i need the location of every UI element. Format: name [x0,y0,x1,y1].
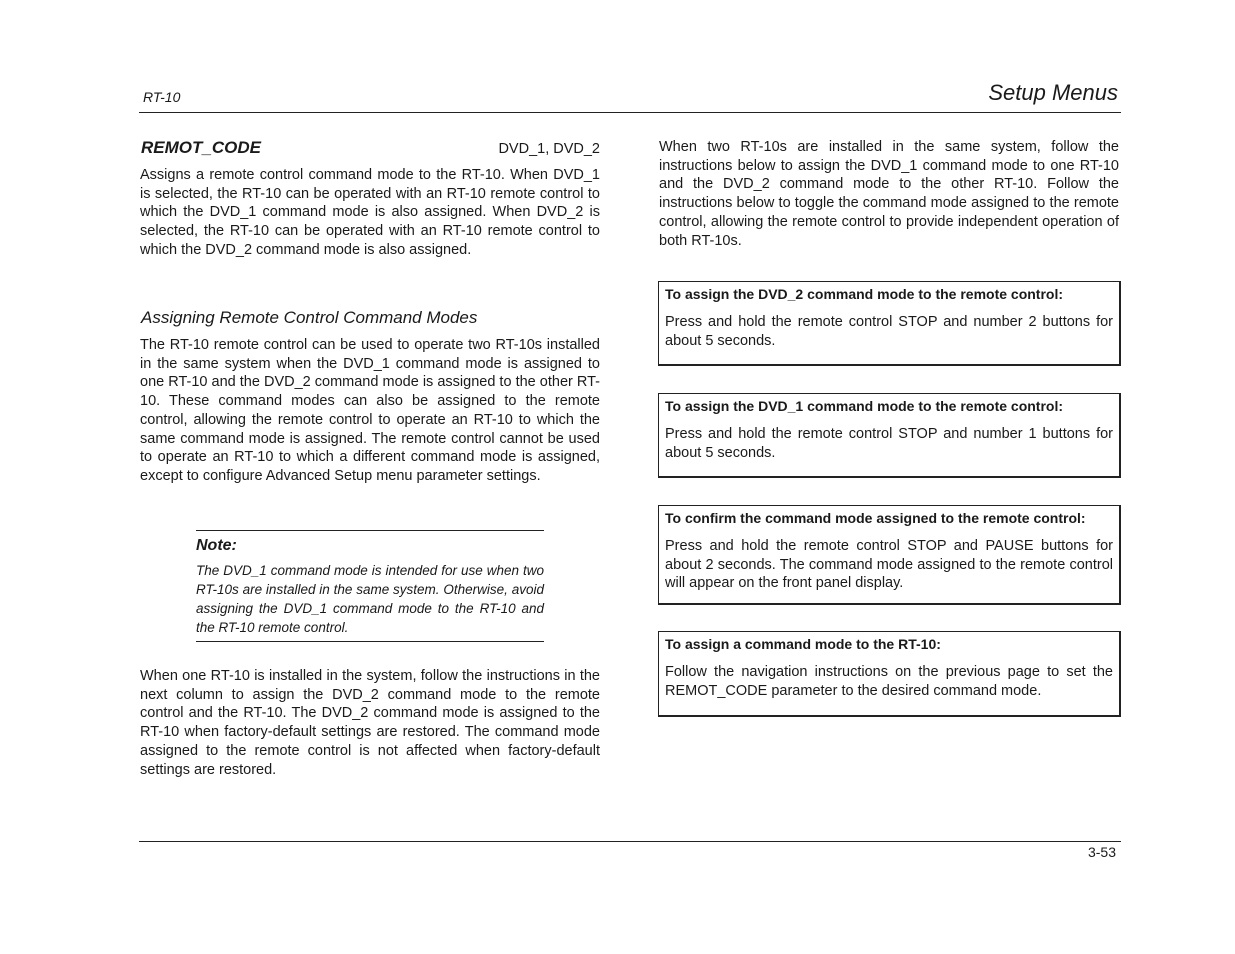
single-rt10-paragraph: When one RT-10 is installed in the system, follow the instructions in the next column to assign the DVD_2 command mode to the remote control and the RT-10. The DVD_2 command mode is assigned to the RT-10 when factory-default settings are restored. The command mode assigned to the remote control is not affected when factory-default settings are restored. [140,668,600,778]
note-box [196,530,544,642]
parameter-description: Assigns a remote control command mode to the RT-10. When DVD_1 is selected, the RT-10 can be operated with an RT-10 remote control to which the DVD_1 command mode is also assigned. When DVD_2 is selected, the RT-10 can be operated with an RT-10 remote control to which the DVD_2 command mode is also assigned. [140,167,600,258]
header-divider [139,112,1121,113]
procedure-title: To assign a command mode to the RT-10: [665,636,941,652]
procedure-box-confirm-mode [658,505,1121,605]
two-rt10-paragraph: When two RT-10s are installed in the same system, follow the instructions below to assign the DVD_1 command mode to one RT-10 and the DVD_2 command mode to the other RT-10. Follow the instructions below to toggle the command mode assigned to the remote control, allowing the remote control to provide independent operation of both RT-10s. [659,139,1119,249]
assigning-paragraph: The RT-10 remote control can be used to operate two RT-10s installed in the same system when the DVD_1 command mode is assigned to one RT-10 and the DVD_2 command mode is assigned to the other RT-10. These command modes can also be assigned to the remote control, allowing the remote control to operate an RT-10 to which the same command mode is assigned. The remote control cannot be used to operate an RT-10 to which a different command mode is assigned, except to configure Advanced Setup menu parameter settings. [140,337,600,484]
procedure-box-assign-dvd1 [658,393,1121,478]
procedure-text: Follow the navigation instructions on the previous page to set the REMOT_CODE parameter to the desired command mode. [665,664,1113,699]
document-model: RT-10 [143,89,181,105]
procedure-title: To assign the DVD_1 command mode to the remote control: [665,398,1064,414]
subheading: Assigning Remote Control Command Modes [141,308,478,327]
procedure-box-assign-rt10 [658,631,1121,717]
page-number: 3-53 [1087,844,1116,860]
procedure-text: Press and hold the remote control STOP and number 1 buttons for about 5 seconds. [665,426,1113,461]
footer-divider [139,841,1121,842]
procedure-title: To confirm the command mode assigned to the remote control: [665,510,1086,526]
procedure-text: Press and hold the remote control STOP and number 2 buttons for about 5 seconds. [665,314,1113,349]
note-title: Note: [196,537,237,554]
parameter-name: REMOT_CODE [141,138,261,157]
procedure-title: To assign the DVD_2 command mode to the remote control: [665,286,1064,302]
section-title: Setup Menus [988,80,1118,105]
parameter-values: DVD_1, DVD_2 [498,141,600,157]
procedure-text: Press and hold the remote control STOP and PAUSE buttons for about 2 seconds. The command mode assigned to the remote control will appear on the front panel display. [665,538,1113,592]
procedure-box-assign-dvd2 [658,281,1121,366]
note-text: The DVD_1 command mode is intended for use when two RT-10s are installed in the same system. Otherwise, avoid assigning the DVD_1 command mode to the RT-10 and the RT-10 remote control. [196,563,544,635]
